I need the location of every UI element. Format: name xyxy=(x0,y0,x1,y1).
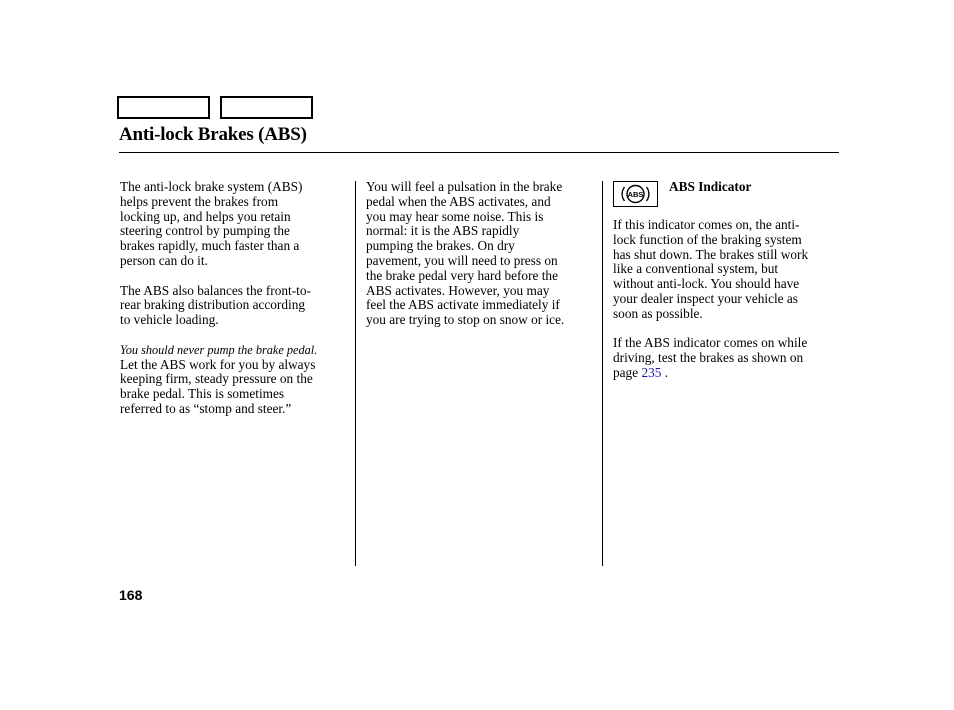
text-line: normal: it is the ABS rapidly xyxy=(366,223,520,239)
text-line: Let the ABS work for you by always xyxy=(120,356,316,372)
abs-indicator-heading: ABS Indicator xyxy=(669,179,752,194)
title-divider xyxy=(119,152,839,153)
text-line: rear braking distribution according xyxy=(120,297,305,313)
text-line: pavement, you will need to press on xyxy=(366,252,558,268)
text-line: ABS activates. However, you may xyxy=(366,282,550,298)
text-line: If the ABS indicator comes on while xyxy=(613,335,808,351)
text-line xyxy=(613,366,841,381)
text-line: If this indicator comes on, the anti- xyxy=(613,217,800,232)
text-line: pedal when the ABS activates, and xyxy=(366,193,551,209)
text-line: locking up, and helps you retain xyxy=(120,208,291,224)
page-number: 168 xyxy=(119,587,143,603)
text-line: brakes rapidly, much faster than a xyxy=(120,238,300,254)
text-line: driving, test the brakes as shown on xyxy=(613,350,804,366)
column-3 xyxy=(613,180,841,381)
column-1 xyxy=(120,180,348,417)
emphasis-line: You should never pump the brake pedal. xyxy=(120,342,318,357)
text-line: without anti-lock. You should have xyxy=(613,276,800,292)
text-line: lock function of the braking system xyxy=(613,231,802,247)
text-line: You will feel a pulsation in the brake xyxy=(366,179,563,194)
text-line: helps prevent the brakes from xyxy=(120,193,279,209)
abs-indicator-header xyxy=(613,180,841,210)
page-ref-suffix: . xyxy=(661,364,669,380)
text-line: steering control by pumping the xyxy=(120,223,290,239)
text-line: referred to as “stomp and steer.” xyxy=(120,400,292,416)
text-line: person can do it. xyxy=(120,252,208,268)
text-line: The anti-lock brake system (ABS) xyxy=(120,179,303,194)
main-menu-button[interactable] xyxy=(117,96,210,119)
text-line: you may hear some noise. This is xyxy=(366,208,544,224)
index-button[interactable] xyxy=(220,96,313,119)
text-line: to vehicle loading. xyxy=(120,312,219,328)
column-divider-1 xyxy=(355,181,356,566)
text-line: keeping firm, steady pressure on the xyxy=(120,371,313,387)
column-2 xyxy=(366,180,594,328)
abs-icon-label: ABS xyxy=(627,190,644,199)
page-ref-prefix: page xyxy=(613,364,642,380)
text-line: you are trying to stop on snow or ice. xyxy=(366,312,565,328)
page-235-link[interactable]: 235 xyxy=(641,364,662,380)
text-line: like a conventional system, but xyxy=(613,261,779,277)
text-line: has shut down. The brakes still work xyxy=(613,246,809,262)
abs-warning-icon xyxy=(613,181,658,207)
text-line: pumping the brakes. On dry xyxy=(366,238,515,254)
text-line: your dealer inspect your vehicle as xyxy=(613,290,798,306)
column-divider-2 xyxy=(602,181,603,566)
page-title: Anti-lock Brakes (ABS) xyxy=(119,124,307,145)
text-line: The ABS also balances the front-to- xyxy=(120,282,311,298)
text-line: soon as possible. xyxy=(613,305,703,321)
text-line: brake pedal. This is sometimes xyxy=(120,386,285,402)
text-line: the brake pedal very hard before the xyxy=(366,267,558,283)
text-line: feel the ABS activate immediately if xyxy=(366,297,560,313)
